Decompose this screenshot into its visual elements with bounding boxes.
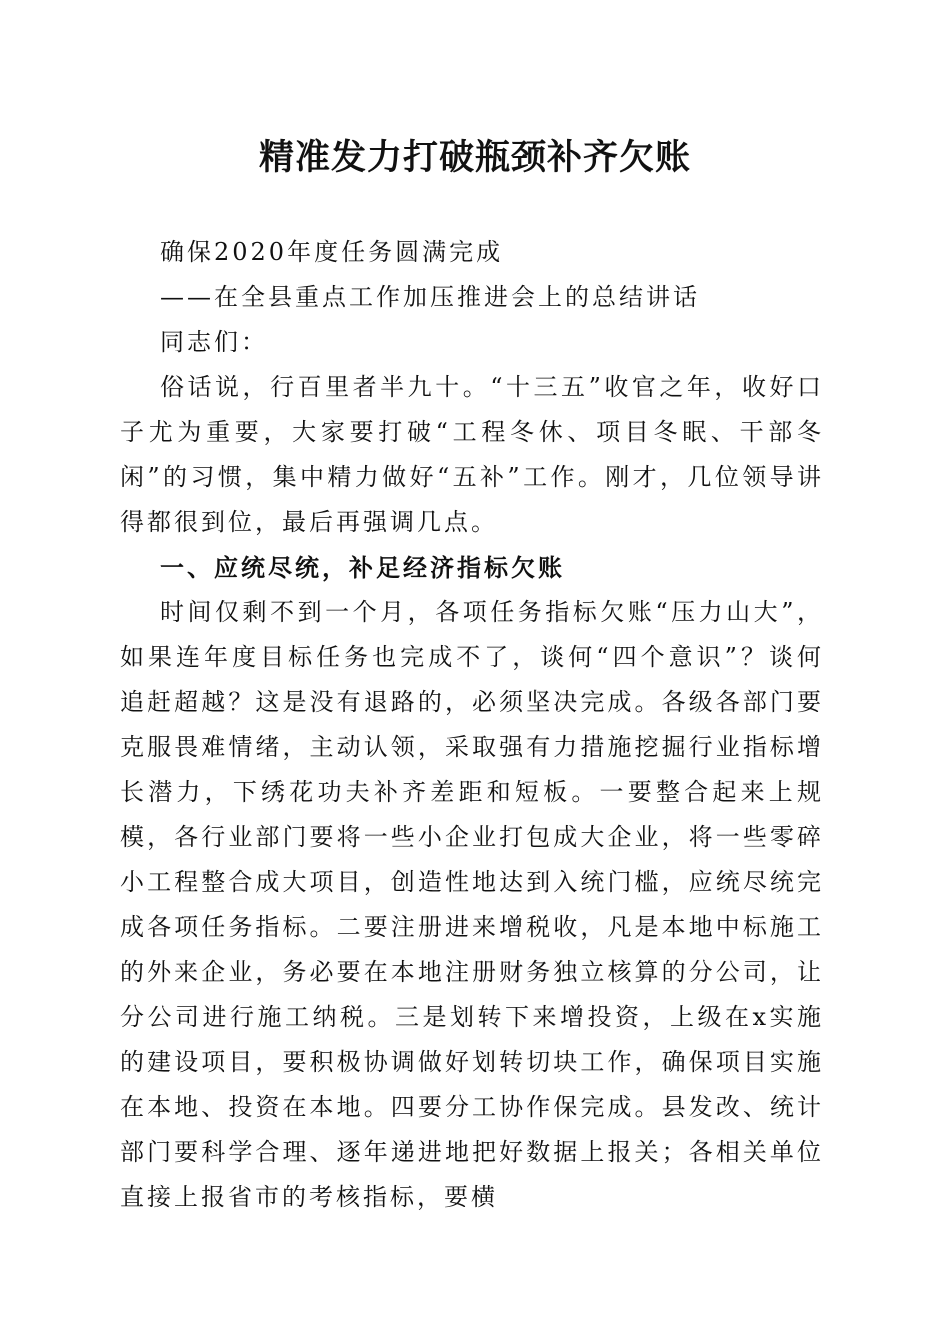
section-paragraph: 时间仅剩不到一个月，各项任务指标欠账“压力山大”，如果连年度目标任务也完成不了，谈何“四个意识”？谈何追赶超越？这是没有退路的，必须坚决完成。各级各部门要克服畏难情绪，主动认领，采取强有力措施挖掘行业指标增长潜力，下绣花功夫补齐差距和短板。一要整合起来上规模，各行业部门要将一些小企业打包成大企业，将一些零碎小工程整合成大项目，创造性地达到入统门槛，应统尽统完成各项任务指标。二要注册进来增税收，凡是本地中标施工的外来企业，务必要在本地注册财务独立核算的分公司，让分公司进行施工纳税。三是划转下来增投资，上级在x实施的建设项目，要积极协调做好划转切块工作，确保项目实施在本地、投资在本地。四要分工协作保完成。县发改、统计部门要科学合理、逐年递进地把好数据上报关；各相关单位直接上报省市的考核指标，要横	[120, 598, 824, 1211]
document-title: 精准发力打破瓶颈补齐欠账	[258, 137, 691, 178]
salutation: 同志们：	[160, 328, 268, 356]
subtitle: 确保2020年度任务圆满完成	[160, 238, 504, 266]
intro-paragraph: 俗话说，行百里者半九十。“十三五”收官之年，收好口子尤为重要，大家要打破“工程冬休、项目冬眠、干部冬闲”的习惯，集中精力做好“五补”工作。刚才，几位领导讲得都很到位，最后再强调几点。	[120, 373, 824, 536]
document-body	[120, 230, 824, 1220]
section-heading: 一、应统尽统，补足经济指标欠账	[160, 553, 565, 582]
speech-occasion: ——在全县重点工作加压推进会上的总结讲话	[160, 283, 700, 311]
